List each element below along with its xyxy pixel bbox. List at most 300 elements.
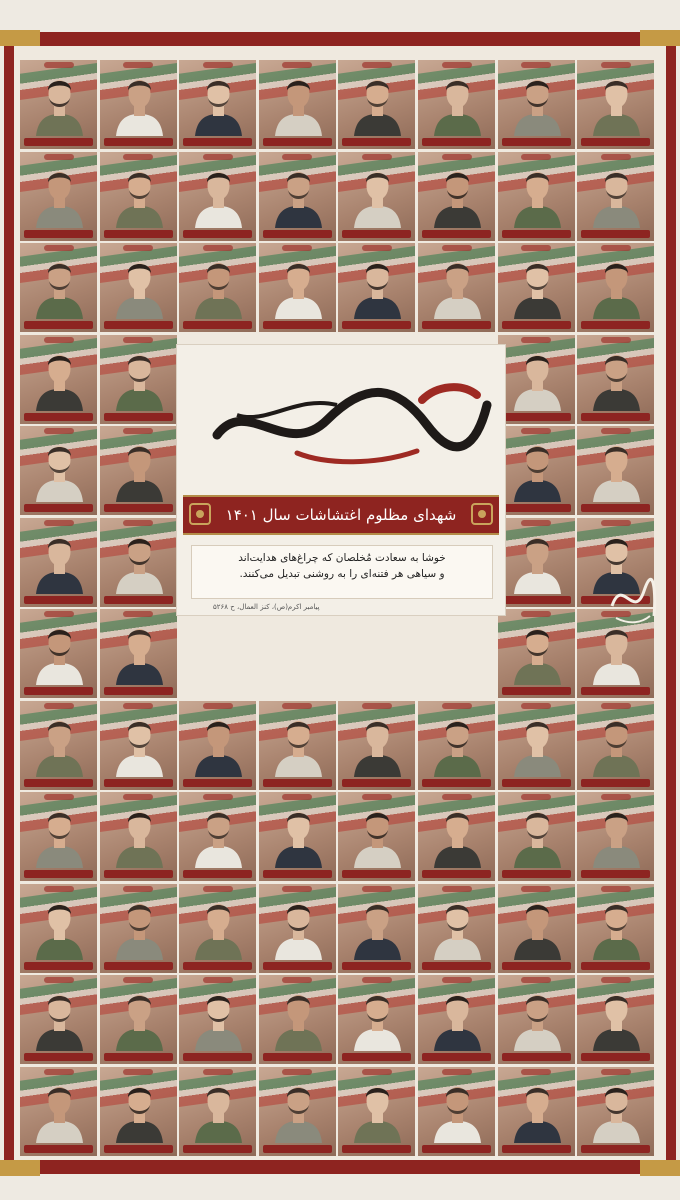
portrait-name-bar bbox=[502, 1145, 571, 1153]
portrait-name-bar bbox=[183, 321, 252, 329]
portrait-name-bar bbox=[183, 230, 252, 238]
portrait-top-tag bbox=[282, 245, 312, 251]
portrait-name-bar bbox=[502, 870, 571, 878]
portrait-top-tag bbox=[521, 886, 551, 892]
portrait-photo bbox=[591, 621, 642, 685]
portrait-card bbox=[498, 60, 575, 149]
portrait-card bbox=[259, 701, 336, 790]
portrait-card bbox=[418, 243, 495, 332]
portrait-name-bar bbox=[581, 1053, 650, 1061]
portrait-name-bar bbox=[263, 138, 332, 146]
portrait-top-tag bbox=[282, 62, 312, 68]
portrait-photo bbox=[273, 713, 324, 777]
portrait-top-tag bbox=[203, 886, 233, 892]
portrait-photo bbox=[193, 804, 244, 868]
portrait-card bbox=[20, 518, 97, 607]
portrait-photo bbox=[591, 347, 642, 411]
portrait-name-bar bbox=[422, 779, 491, 787]
portrait-card bbox=[498, 243, 575, 332]
portrait-photo bbox=[114, 438, 165, 502]
portrait-card bbox=[577, 60, 654, 149]
portrait-top-tag bbox=[123, 886, 153, 892]
portrait-name-bar bbox=[104, 504, 173, 512]
portrait-name-bar bbox=[24, 138, 93, 146]
portrait-name-bar bbox=[104, 230, 173, 238]
portrait-card bbox=[20, 609, 97, 698]
portrait-top-tag bbox=[362, 886, 392, 892]
portrait-name-bar bbox=[581, 687, 650, 695]
portrait-card bbox=[498, 1067, 575, 1156]
portrait-card bbox=[259, 60, 336, 149]
portrait-photo bbox=[34, 530, 85, 594]
portrait-photo bbox=[34, 713, 85, 777]
portrait-photo bbox=[34, 1079, 85, 1143]
portrait-card bbox=[100, 884, 177, 973]
portrait-card bbox=[179, 152, 256, 241]
subtitle-banner bbox=[183, 495, 499, 535]
portrait-photo bbox=[34, 621, 85, 685]
portrait-name-bar bbox=[581, 870, 650, 878]
portrait-card bbox=[577, 243, 654, 332]
portrait-photo bbox=[432, 987, 483, 1051]
portrait-card bbox=[179, 60, 256, 149]
portrait-card bbox=[20, 1067, 97, 1156]
portrait-name-bar bbox=[342, 870, 411, 878]
portrait-photo bbox=[193, 713, 244, 777]
portrait-photo bbox=[114, 1079, 165, 1143]
portrait-top-tag bbox=[601, 428, 631, 434]
portrait-card bbox=[498, 518, 575, 607]
portrait-photo bbox=[352, 164, 403, 228]
portrait-photo bbox=[512, 621, 563, 685]
portrait-name-bar bbox=[183, 962, 252, 970]
portrait-top-tag bbox=[44, 428, 74, 434]
portrait-name-bar bbox=[183, 1053, 252, 1061]
portrait-name-bar bbox=[104, 1145, 173, 1153]
portrait-top-tag bbox=[123, 794, 153, 800]
portrait-card bbox=[179, 701, 256, 790]
portrait-photo bbox=[114, 987, 165, 1051]
portrait-photo bbox=[273, 896, 324, 960]
portrait-name-bar bbox=[422, 870, 491, 878]
center-title-panel bbox=[176, 344, 506, 616]
portrait-name-bar bbox=[24, 1053, 93, 1061]
portrait-card bbox=[498, 792, 575, 881]
portrait-top-tag bbox=[203, 794, 233, 800]
portrait-card bbox=[20, 60, 97, 149]
portrait-top-tag bbox=[44, 977, 74, 983]
portrait-top-tag bbox=[203, 245, 233, 251]
portrait-top-tag bbox=[362, 154, 392, 160]
portrait-photo bbox=[114, 896, 165, 960]
portrait-card bbox=[259, 243, 336, 332]
portrait-name-bar bbox=[104, 596, 173, 604]
portrait-name-bar bbox=[502, 962, 571, 970]
portrait-photo bbox=[512, 896, 563, 960]
portrait-photo bbox=[273, 1079, 324, 1143]
portrait-card bbox=[20, 335, 97, 424]
portrait-name-bar bbox=[263, 870, 332, 878]
portrait-card bbox=[100, 335, 177, 424]
portrait-top-tag bbox=[44, 1069, 74, 1075]
portrait-top-tag bbox=[362, 703, 392, 709]
portrait-name-bar bbox=[342, 1053, 411, 1061]
portrait-top-tag bbox=[442, 245, 472, 251]
portrait-name-bar bbox=[581, 138, 650, 146]
portrait-top-tag bbox=[362, 794, 392, 800]
portrait-name-bar bbox=[104, 779, 173, 787]
portrait-photo bbox=[34, 347, 85, 411]
portrait-photo bbox=[591, 1079, 642, 1143]
portrait-name-bar bbox=[263, 962, 332, 970]
portrait-card bbox=[179, 1067, 256, 1156]
portrait-card bbox=[20, 975, 97, 1064]
portrait-top-tag bbox=[601, 245, 631, 251]
portrait-card bbox=[498, 884, 575, 973]
portrait-card bbox=[577, 152, 654, 241]
portrait-top-tag bbox=[521, 1069, 551, 1075]
portrait-photo bbox=[273, 164, 324, 228]
portrait-photo bbox=[193, 255, 244, 319]
portrait-top-tag bbox=[442, 62, 472, 68]
portrait-top-tag bbox=[123, 611, 153, 617]
portrait-top-tag bbox=[442, 794, 472, 800]
portrait-card bbox=[338, 243, 415, 332]
portrait-card bbox=[179, 975, 256, 1064]
portrait-card bbox=[259, 975, 336, 1064]
portrait-photo bbox=[273, 987, 324, 1051]
portrait-card bbox=[100, 152, 177, 241]
portrait-photo bbox=[114, 621, 165, 685]
portrait-card bbox=[259, 792, 336, 881]
portrait-photo bbox=[591, 987, 642, 1051]
portrait-name-bar bbox=[342, 138, 411, 146]
portrait-name-bar bbox=[104, 962, 173, 970]
portrait-card bbox=[577, 335, 654, 424]
portrait-card bbox=[498, 701, 575, 790]
portrait-card bbox=[418, 884, 495, 973]
quote-line-2: و سیاهی هر فتنه‌ای را به روشنی تبدیل می‌کنند. bbox=[239, 568, 445, 580]
portrait-card bbox=[259, 884, 336, 973]
portrait-photo bbox=[591, 713, 642, 777]
portrait-photo bbox=[512, 438, 563, 502]
portrait-top-tag bbox=[123, 62, 153, 68]
portrait-photo bbox=[512, 255, 563, 319]
portrait-top-tag bbox=[442, 886, 472, 892]
portrait-name-bar bbox=[422, 138, 491, 146]
portrait-top-tag bbox=[203, 977, 233, 983]
portrait-photo bbox=[512, 164, 563, 228]
portrait-top-tag bbox=[282, 886, 312, 892]
poster-inner-area bbox=[14, 46, 666, 1160]
portrait-card bbox=[418, 60, 495, 149]
portrait-card bbox=[20, 884, 97, 973]
portrait-name-bar bbox=[581, 779, 650, 787]
portrait-top-tag bbox=[44, 245, 74, 251]
signature-calligraphy-mark bbox=[604, 566, 662, 628]
portrait-photo bbox=[34, 255, 85, 319]
portrait-top-tag bbox=[203, 1069, 233, 1075]
portrait-card bbox=[179, 792, 256, 881]
portrait-photo bbox=[432, 804, 483, 868]
portrait-card bbox=[577, 792, 654, 881]
quote-box bbox=[191, 545, 493, 599]
portrait-photo bbox=[193, 164, 244, 228]
portrait-photo bbox=[591, 804, 642, 868]
portrait-top-tag bbox=[282, 154, 312, 160]
portrait-photo bbox=[432, 72, 483, 136]
portrait-top-tag bbox=[521, 977, 551, 983]
portrait-top-tag bbox=[521, 611, 551, 617]
portrait-photo bbox=[34, 438, 85, 502]
portrait-name-bar bbox=[581, 962, 650, 970]
portrait-top-tag bbox=[44, 62, 74, 68]
portrait-top-tag bbox=[123, 337, 153, 343]
portrait-top-tag bbox=[123, 154, 153, 160]
portrait-photo bbox=[352, 987, 403, 1051]
portrait-top-tag bbox=[123, 1069, 153, 1075]
portrait-card bbox=[338, 152, 415, 241]
portrait-top-tag bbox=[601, 337, 631, 343]
portrait-name-bar bbox=[502, 596, 571, 604]
portrait-top-tag bbox=[521, 154, 551, 160]
portrait-name-bar bbox=[104, 138, 173, 146]
portrait-photo bbox=[432, 164, 483, 228]
portrait-top-tag bbox=[521, 337, 551, 343]
portrait-name-bar bbox=[24, 962, 93, 970]
portrait-name-bar bbox=[581, 230, 650, 238]
portrait-photo bbox=[591, 896, 642, 960]
portrait-top-tag bbox=[521, 62, 551, 68]
portrait-card bbox=[498, 152, 575, 241]
portrait-photo bbox=[512, 804, 563, 868]
portrait-name-bar bbox=[422, 962, 491, 970]
portrait-card bbox=[179, 243, 256, 332]
portrait-photo bbox=[352, 896, 403, 960]
portrait-name-bar bbox=[24, 504, 93, 512]
ornament-icon bbox=[471, 503, 493, 525]
portrait-photo bbox=[512, 72, 563, 136]
portrait-top-tag bbox=[362, 977, 392, 983]
portrait-photo bbox=[114, 347, 165, 411]
portrait-photo bbox=[193, 72, 244, 136]
portrait-card bbox=[498, 335, 575, 424]
portrait-photo bbox=[512, 987, 563, 1051]
portrait-card bbox=[100, 701, 177, 790]
portrait-top-tag bbox=[442, 703, 472, 709]
portrait-name-bar bbox=[502, 504, 571, 512]
portrait-photo bbox=[432, 713, 483, 777]
portrait-name-bar bbox=[422, 230, 491, 238]
portrait-photo bbox=[193, 896, 244, 960]
portrait-card bbox=[179, 884, 256, 973]
portrait-photo bbox=[273, 255, 324, 319]
portrait-card bbox=[20, 701, 97, 790]
portrait-name-bar bbox=[502, 779, 571, 787]
portrait-photo bbox=[114, 72, 165, 136]
portrait-name-bar bbox=[263, 779, 332, 787]
portrait-photo bbox=[352, 255, 403, 319]
portrait-photo bbox=[591, 72, 642, 136]
portrait-card bbox=[577, 975, 654, 1064]
poster-frame bbox=[4, 32, 676, 1174]
portrait-top-tag bbox=[44, 154, 74, 160]
portrait-photo bbox=[114, 255, 165, 319]
portrait-top-tag bbox=[601, 794, 631, 800]
subtitle-text: شهدای مظلوم اغتشاشات سال ۱۴۰۱ bbox=[225, 506, 457, 524]
portrait-card bbox=[20, 152, 97, 241]
portrait-top-tag bbox=[44, 886, 74, 892]
portrait-photo bbox=[193, 987, 244, 1051]
portrait-photo bbox=[34, 72, 85, 136]
portrait-name-bar bbox=[263, 230, 332, 238]
portrait-top-tag bbox=[44, 794, 74, 800]
portrait-card bbox=[100, 975, 177, 1064]
portrait-name-bar bbox=[342, 1145, 411, 1153]
portrait-photo bbox=[114, 713, 165, 777]
portrait-top-tag bbox=[362, 245, 392, 251]
portrait-name-bar bbox=[263, 1145, 332, 1153]
portrait-card bbox=[20, 792, 97, 881]
portrait-card bbox=[338, 975, 415, 1064]
portrait-name-bar bbox=[422, 1053, 491, 1061]
portrait-top-tag bbox=[601, 703, 631, 709]
portrait-top-tag bbox=[521, 794, 551, 800]
portrait-photo bbox=[352, 1079, 403, 1143]
portrait-card bbox=[498, 426, 575, 515]
portrait-top-tag bbox=[601, 977, 631, 983]
frame-corner-ornament bbox=[640, 30, 680, 46]
portrait-card bbox=[418, 701, 495, 790]
portrait-name-bar bbox=[342, 779, 411, 787]
portrait-name-bar bbox=[183, 779, 252, 787]
portrait-photo bbox=[114, 804, 165, 868]
portrait-name-bar bbox=[502, 1053, 571, 1061]
portrait-top-tag bbox=[282, 1069, 312, 1075]
portrait-card bbox=[100, 1067, 177, 1156]
portrait-card bbox=[498, 609, 575, 698]
portrait-photo bbox=[352, 72, 403, 136]
portrait-photo bbox=[352, 804, 403, 868]
portrait-photo bbox=[432, 896, 483, 960]
portrait-card bbox=[100, 243, 177, 332]
portrait-name-bar bbox=[502, 413, 571, 421]
portrait-card bbox=[338, 701, 415, 790]
portrait-name-bar bbox=[183, 1145, 252, 1153]
portrait-photo bbox=[273, 804, 324, 868]
portrait-card bbox=[20, 243, 97, 332]
portrait-name-bar bbox=[104, 687, 173, 695]
portrait-top-tag bbox=[282, 794, 312, 800]
title-calligraphy bbox=[177, 365, 505, 469]
portrait-name-bar bbox=[263, 321, 332, 329]
portrait-top-tag bbox=[521, 245, 551, 251]
portrait-top-tag bbox=[601, 1069, 631, 1075]
portrait-top-tag bbox=[521, 520, 551, 526]
portrait-name-bar bbox=[24, 870, 93, 878]
portrait-card bbox=[418, 975, 495, 1064]
portrait-name-bar bbox=[502, 138, 571, 146]
portrait-top-tag bbox=[442, 1069, 472, 1075]
portrait-card bbox=[100, 60, 177, 149]
portrait-name-bar bbox=[422, 1145, 491, 1153]
portrait-name-bar bbox=[24, 687, 93, 695]
portrait-card bbox=[100, 792, 177, 881]
portrait-card bbox=[418, 1067, 495, 1156]
portrait-top-tag bbox=[203, 62, 233, 68]
portrait-card bbox=[498, 975, 575, 1064]
portrait-name-bar bbox=[104, 1053, 173, 1061]
portrait-top-tag bbox=[442, 154, 472, 160]
frame-corner-ornament bbox=[640, 1160, 680, 1176]
portrait-name-bar bbox=[342, 321, 411, 329]
frame-corner-ornament bbox=[0, 1160, 40, 1176]
portrait-card bbox=[577, 701, 654, 790]
portrait-card bbox=[338, 1067, 415, 1156]
portrait-card bbox=[577, 1067, 654, 1156]
portrait-top-tag bbox=[362, 1069, 392, 1075]
portrait-name-bar bbox=[104, 413, 173, 421]
portrait-photo bbox=[114, 164, 165, 228]
portrait-top-tag bbox=[601, 520, 631, 526]
portrait-top-tag bbox=[282, 703, 312, 709]
title-calligraphy-text: شهید زمانه خویش باش bbox=[336, 465, 346, 466]
portrait-top-tag bbox=[44, 703, 74, 709]
frame-corner-ornament bbox=[0, 30, 40, 46]
portrait-name-bar bbox=[342, 962, 411, 970]
portrait-top-tag bbox=[362, 62, 392, 68]
portrait-name-bar bbox=[581, 504, 650, 512]
portrait-top-tag bbox=[44, 611, 74, 617]
portrait-name-bar bbox=[104, 321, 173, 329]
portrait-name-bar bbox=[183, 870, 252, 878]
portrait-name-bar bbox=[183, 138, 252, 146]
portrait-name-bar bbox=[24, 779, 93, 787]
portrait-top-tag bbox=[203, 703, 233, 709]
portrait-photo bbox=[114, 530, 165, 594]
portrait-card bbox=[577, 426, 654, 515]
portrait-photo bbox=[432, 1079, 483, 1143]
portrait-card bbox=[338, 884, 415, 973]
portrait-name-bar bbox=[422, 321, 491, 329]
portrait-photo bbox=[512, 1079, 563, 1143]
portrait-photo bbox=[591, 164, 642, 228]
portrait-card bbox=[100, 426, 177, 515]
portrait-name-bar bbox=[24, 1145, 93, 1153]
quote-line-1: خوشا به سعادت مُخلصان که چراغ‌های هدایت‌اند bbox=[238, 552, 446, 564]
portrait-name-bar bbox=[24, 321, 93, 329]
portrait-top-tag bbox=[601, 886, 631, 892]
portrait-top-tag bbox=[203, 154, 233, 160]
portrait-photo bbox=[34, 164, 85, 228]
portrait-photo bbox=[34, 987, 85, 1051]
portrait-name-bar bbox=[502, 321, 571, 329]
portrait-photo bbox=[591, 438, 642, 502]
portrait-top-tag bbox=[601, 62, 631, 68]
portrait-card bbox=[418, 152, 495, 241]
portrait-photo bbox=[273, 72, 324, 136]
portrait-name-bar bbox=[24, 413, 93, 421]
portrait-photo bbox=[591, 255, 642, 319]
portrait-photo bbox=[512, 713, 563, 777]
portrait-card bbox=[338, 792, 415, 881]
portrait-photo bbox=[512, 347, 563, 411]
portrait-card bbox=[338, 60, 415, 149]
portrait-photo bbox=[512, 530, 563, 594]
portrait-top-tag bbox=[282, 977, 312, 983]
portrait-name-bar bbox=[502, 230, 571, 238]
portrait-top-tag bbox=[123, 703, 153, 709]
